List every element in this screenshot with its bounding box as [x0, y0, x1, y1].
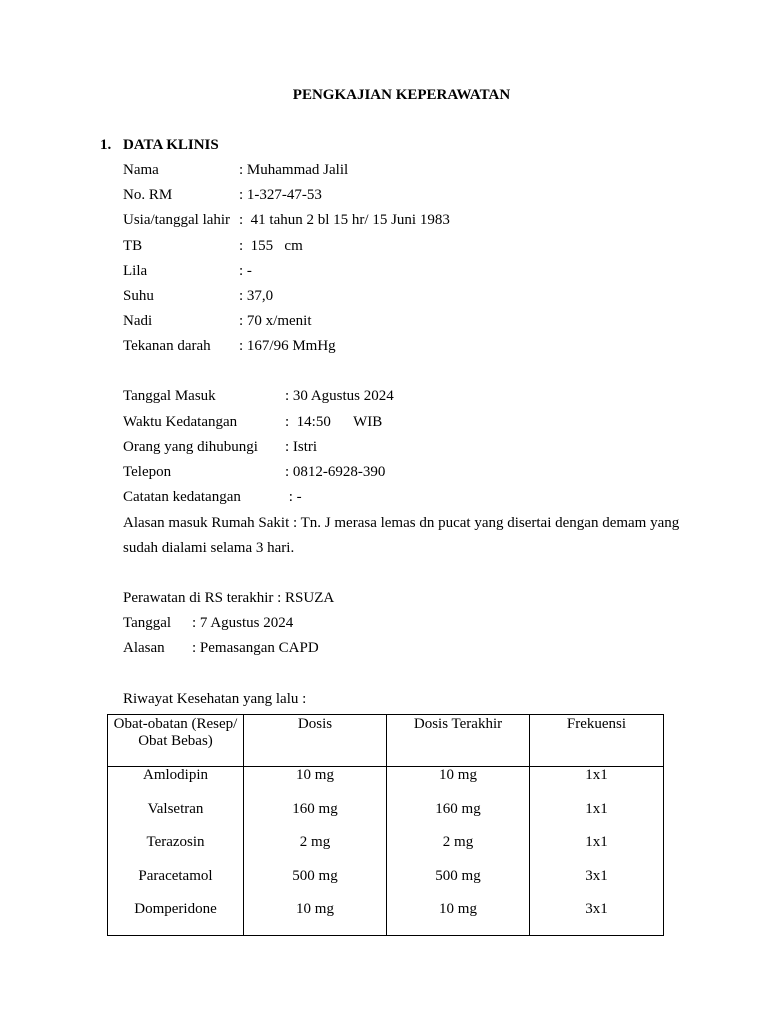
cell-dosis-terakhir: 500 mg [387, 868, 530, 902]
field-label-nama: Nama [123, 162, 159, 178]
column-header-obat: Obat-obatan (Resep/ Obat Bebas) [108, 715, 244, 767]
field-value-telepon: : 0812-6928-390 [285, 464, 386, 480]
column-header-dosis: Dosis [244, 715, 387, 767]
table-row [108, 767, 664, 801]
field-label-telepon: Telepon [123, 464, 172, 480]
cell-dosis-terakhir: 160 mg [387, 801, 530, 835]
field-value-orang-dihubungi: : Istri [285, 439, 318, 455]
field-value-waktu-kedatangan: : 14:50 WIB [285, 414, 383, 430]
medication-table [107, 714, 664, 936]
reason-line-2: sudah dialami selama 3 hari. [123, 540, 295, 556]
table-row [108, 834, 664, 868]
cell-frekuensi: 1x1 [530, 801, 664, 835]
cell-dosis-terakhir: 2 mg [387, 834, 530, 868]
cell-obat: Valsetran [108, 801, 244, 835]
last-care-heading: Perawatan di RS terakhir : RSUZA [123, 590, 335, 606]
history-heading: Riwayat Kesehatan yang lalu : [123, 691, 307, 707]
last-care-value-tanggal: : 7 Agustus 2024 [192, 615, 294, 631]
field-label-no-rm: No. RM [123, 187, 173, 203]
table-header-row [108, 715, 664, 767]
cell-frekuensi: 1x1 [530, 834, 664, 868]
field-value-nama: : Muhammad Jalil [239, 162, 349, 178]
last-care-label-alasan: Alasan [123, 640, 165, 656]
cell-obat: Domperidone [108, 901, 244, 935]
column-header-dosis-terakhir: Dosis Terakhir [387, 715, 530, 767]
cell-obat: Terazosin [108, 834, 244, 868]
field-label-catatan-kedatangan: Catatan kedatangan [123, 489, 241, 505]
field-value-lila: : - [239, 263, 252, 279]
reason-line-1: Alasan masuk Rumah Sakit : Tn. J merasa lemas dn pucat yang disertai dengan demam yang [123, 515, 680, 531]
field-value-tanggal-masuk: : 30 Agustus 2024 [285, 388, 394, 404]
cell-dosis: 10 mg [244, 901, 387, 935]
cell-dosis-terakhir: 10 mg [387, 901, 530, 935]
field-label-lila: Lila [123, 263, 148, 279]
cell-dosis: 2 mg [244, 834, 387, 868]
field-value-catatan-kedatangan: : - [285, 489, 302, 505]
cell-dosis: 500 mg [244, 868, 387, 902]
cell-dosis-terakhir: 10 mg [387, 767, 530, 801]
column-header-frekuensi: Frekuensi [530, 715, 664, 767]
last-care-value-alasan: : Pemasangan CAPD [192, 640, 319, 656]
field-value-tb: : 155 cm [239, 238, 303, 254]
field-label-usia: Usia/tanggal lahir [123, 212, 231, 228]
cell-frekuensi: 1x1 [530, 767, 664, 801]
page-title: PENGKAJIAN KEPERAWATAN [292, 87, 511, 103]
cell-dosis: 10 mg [244, 767, 387, 801]
field-value-suhu: : 37,0 [239, 288, 274, 304]
cell-obat: Paracetamol [108, 868, 244, 902]
section-number: 1. [100, 137, 112, 153]
section-heading [100, 136, 219, 154]
table-row [108, 868, 664, 902]
cell-dosis: 160 mg [244, 801, 387, 835]
field-label-tekanan-darah: Tekanan darah [123, 338, 211, 354]
cell-obat: Amlodipin [108, 767, 244, 801]
last-care-label-tanggal: Tanggal [123, 615, 172, 631]
field-value-nadi: : 70 x/menit [239, 313, 312, 329]
field-label-orang-dihubungi: Orang yang dihubungi [123, 439, 258, 455]
field-value-no-rm: : 1-327-47-53 [239, 187, 322, 203]
field-label-tanggal-masuk: Tanggal Masuk [123, 388, 216, 404]
field-value-usia: : 41 tahun 2 bl 15 hr/ 15 Juni 1983 [239, 212, 450, 228]
cell-frekuensi: 3x1 [530, 901, 664, 935]
field-value-tekanan-darah: : 167/96 MmHg [239, 338, 336, 354]
table-row [108, 801, 664, 835]
table-row [108, 901, 664, 935]
field-label-suhu: Suhu [123, 288, 154, 304]
field-label-tb: TB [123, 238, 143, 254]
section-title: DATA KLINIS [123, 137, 219, 153]
cell-frekuensi: 3x1 [530, 868, 664, 902]
field-label-waktu-kedatangan: Waktu Kedatangan [123, 414, 238, 430]
field-label-nadi: Nadi [123, 313, 153, 329]
